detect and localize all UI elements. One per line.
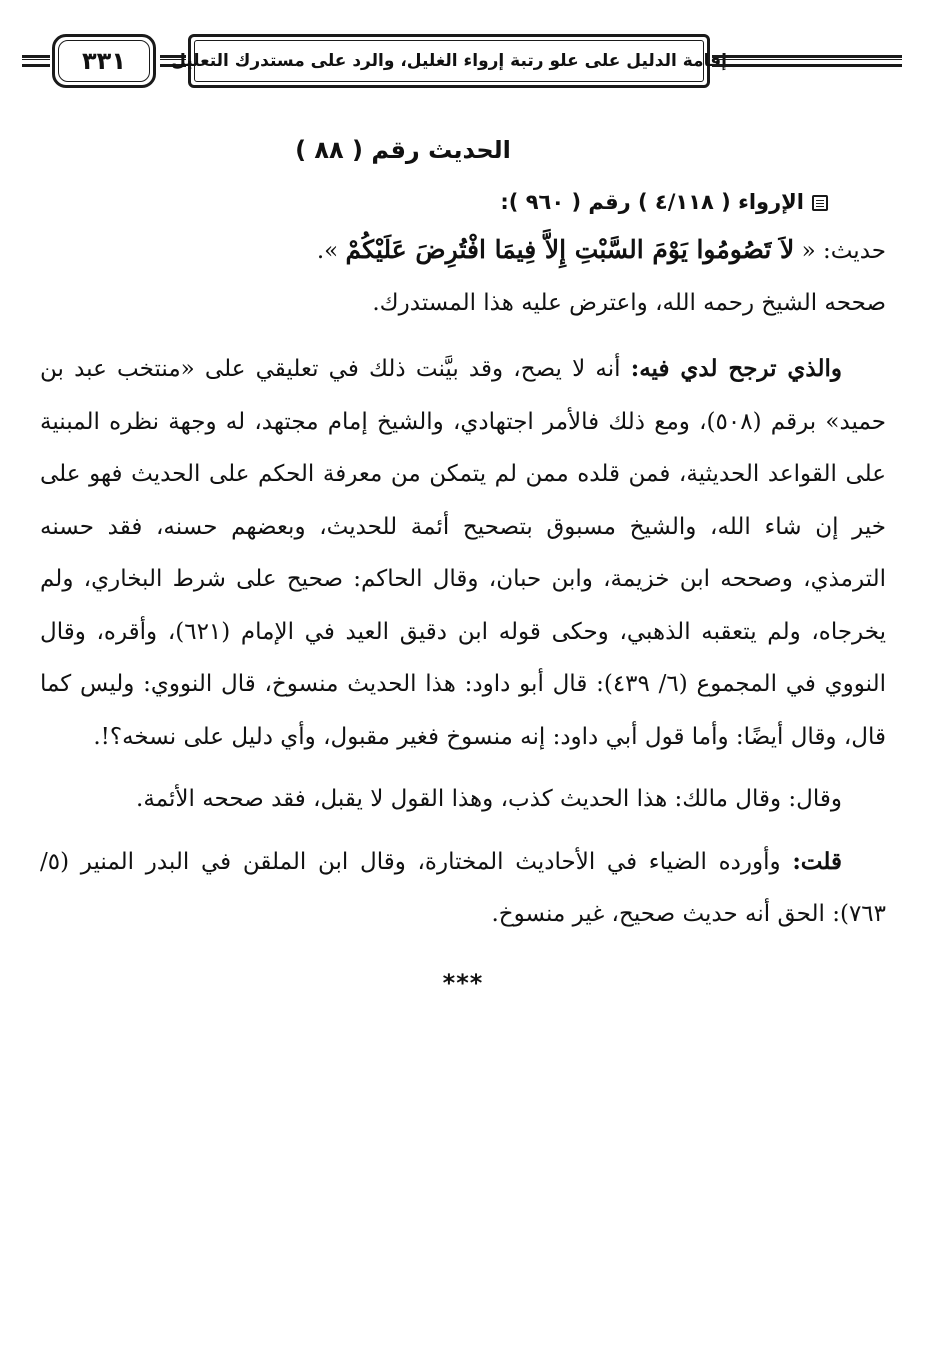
page-number-frame	[52, 34, 156, 88]
paragraph-qultu-text: وأورده الضياء في الأحاديث المختارة، وقال ابن الملقن في البدر المنير (٥/ ٧٦٣): الحق أنه حديث صحيح، غير منسوخ.	[40, 848, 886, 927]
page-content	[40, 130, 886, 997]
book-icon	[812, 195, 828, 211]
source-reference	[40, 190, 886, 214]
running-title: إقامة الدليل على علو رتبة إرواء الغليل، والرد على مستدرك التعليل	[171, 51, 727, 71]
header-rule-right	[712, 55, 902, 67]
authentication-line: صححه الشيخ رحمه الله، واعترض عليه هذا المستدرك.	[372, 290, 886, 316]
section-separator: ***	[442, 968, 484, 997]
page-header	[22, 28, 902, 94]
source-text: الإرواء ( ٤/١١٨ ) رقم ( ٩٦٠ ):	[500, 190, 804, 214]
paragraph-malik: وقال: وقال مالك: هذا الحديث كذب، وهذا القول لا يقبل، فقد صححه الأئمة.	[136, 786, 842, 812]
page-number: ٣٣١	[82, 47, 126, 75]
paragraph-qultu	[40, 836, 886, 941]
running-title-frame	[171, 34, 727, 88]
paragraph-main-lead: والذي ترجح لدي فيه:	[630, 355, 842, 382]
header-rule-left	[22, 55, 50, 67]
hadith-text: لاَ تَصُومُوا يَوْمَ السَّبْتِ إِلاَّ فِيمَا افْتُرِضَ عَلَيْكُمْ	[345, 235, 795, 264]
hadith-suffix: ».	[316, 238, 339, 264]
hadith-prefix: حديث: «	[801, 238, 886, 264]
paragraph-qultu-lead: قلت:	[792, 847, 842, 875]
paragraph-main-text: أنه لا يصح، وقد بيَّنت ذلك في تعليقي على «منتخب عبد بن حميد» برقم (٥٠٨)، ومع ذلك فالأمر اجتهادي، والشيخ إمام مجتهد، له وجهة نظره المبنية على القواعد الحديثية، فمن قلده ممن لم يتمكن من معرفة الحكم على الحديث فهو على خير إن شاء الله، والشيخ مسبوق بتصحيح أئمة للحديث، وبعضهم حسنه، فقد حسنه الترمذي، وصححه ابن خزيمة، وابن حبان، وقال الحاكم: صحيح على شرط البخاري، ولم يخرجاه، ولم يتعقبه الذهبي، وحكى قوله ابن دقيق العيد في الإمام (٦٢١)، وأقره، وقال النووي في المجموع (٦/ ٤٣٩): قال أبو داود: هذا الحديث منسوخ، قال النووي: وليس كما قال، وقال أيضًا: وأما قول أبي داود: إنه منسوخ فغير مقبول، وأي دليل على نسخه؟!.	[40, 356, 886, 750]
hadith-heading: الحديث رقم ( ٨٨ )	[295, 136, 511, 164]
hadith-line	[40, 224, 886, 277]
paragraph-main	[40, 343, 886, 763]
